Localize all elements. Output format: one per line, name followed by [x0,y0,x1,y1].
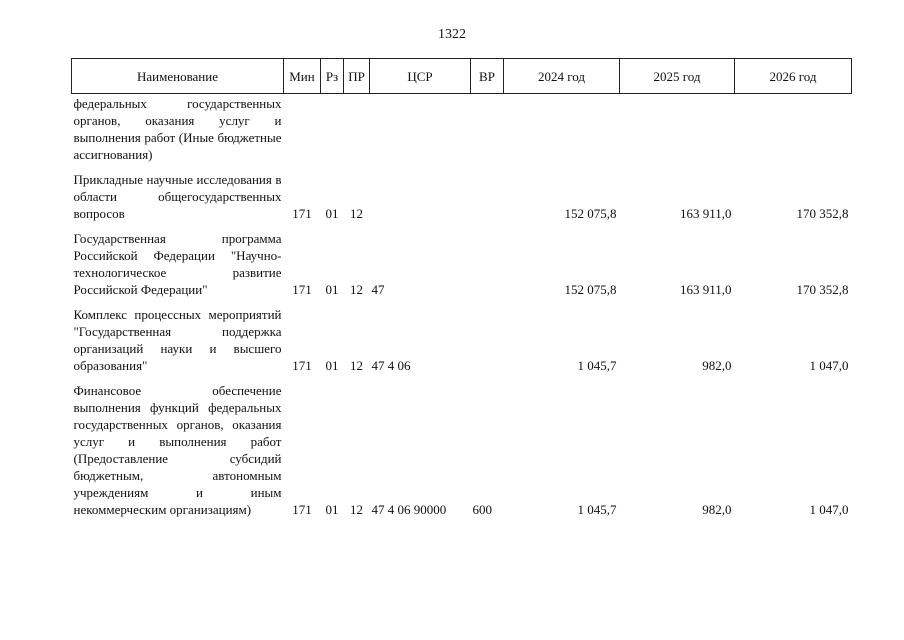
row-2026: 170 352,8 [796,282,849,297]
row-name: Комплекс процессных мероприятий "Государственная поддержка организаций науки и высшего образования" [73,307,282,373]
page-number: 1322 [438,27,466,42]
row-csr [370,94,471,164]
row-2026 [735,94,852,164]
row-pr: 12 [350,282,363,297]
row-2026: 1 047,0 [809,358,849,373]
row-vr: 600 [472,502,492,517]
row-name: Финансовое обеспечение выполнения функций федеральных государственных органов, оказания услуг и выполнения работ (Предоставление субсидий бюджетным, автономным учреждениям и иным некоммерческим организациям) [73,383,282,517]
row-vr [471,171,504,222]
header-name: Наименование [72,59,284,94]
row-2025: 163 911,0 [679,206,732,221]
row-rz: 01 [325,358,339,373]
row-name: федеральных государственных органов, оказания услуг и выполнения работ (Иные бюджетные ассигнования) [73,96,282,162]
header-vr: ВР [471,59,504,94]
row-2026: 170 352,8 [796,206,849,221]
row-name: Государственная программа Российской Федерации "Научно-технологическое развитие Российской Федерации" [73,231,282,297]
row-2025: 982,0 [702,358,732,373]
row-min: 171 [292,282,312,297]
row-2025: 163 911,0 [679,282,732,297]
row-rz: 01 [325,206,339,221]
row-vr [471,306,504,374]
row-2026: 1 047,0 [809,502,849,517]
table-header [72,59,852,94]
table-row [72,306,852,374]
header-pr: ПР [344,59,370,94]
row-name: Прикладные научные исследования в области общегосударственных вопросов [73,172,282,221]
row-min: 171 [292,206,312,221]
row-2024: 152 075,8 [564,282,617,297]
row-min [284,94,321,164]
row-2024: 1 045,7 [577,502,617,517]
row-pr: 12 [350,502,363,517]
header-2024: 2024 год [504,59,620,94]
row-min: 171 [292,502,312,517]
header-rz: Рз [321,59,344,94]
row-pr: 12 [350,358,363,373]
row-rz: 01 [325,282,339,297]
row-rz [321,94,344,164]
row-2024: 1 045,7 [577,358,617,373]
header-csr: ЦСР [370,59,471,94]
row-csr: 47 [371,282,385,297]
budget-table [71,58,852,518]
row-csr: 47 4 06 90000 [371,502,447,517]
header-2025: 2025 год [620,59,735,94]
table-row [72,382,852,518]
header-2026: 2026 год [735,59,852,94]
table-row [72,171,852,222]
row-min: 171 [292,358,312,373]
table-body [72,94,852,519]
table-row [72,230,852,298]
row-rz: 01 [325,502,339,517]
row-2024: 152 075,8 [564,206,617,221]
row-vr [471,230,504,298]
row-pr: 12 [350,206,363,221]
row-vr [471,94,504,164]
row-2025 [620,94,735,164]
header-min: Мин [284,59,321,94]
row-csr [370,171,471,222]
table-row [72,94,852,164]
row-pr [344,94,370,164]
row-2025: 982,0 [702,502,732,517]
row-2024 [504,94,620,164]
row-csr: 47 4 06 [371,358,411,373]
